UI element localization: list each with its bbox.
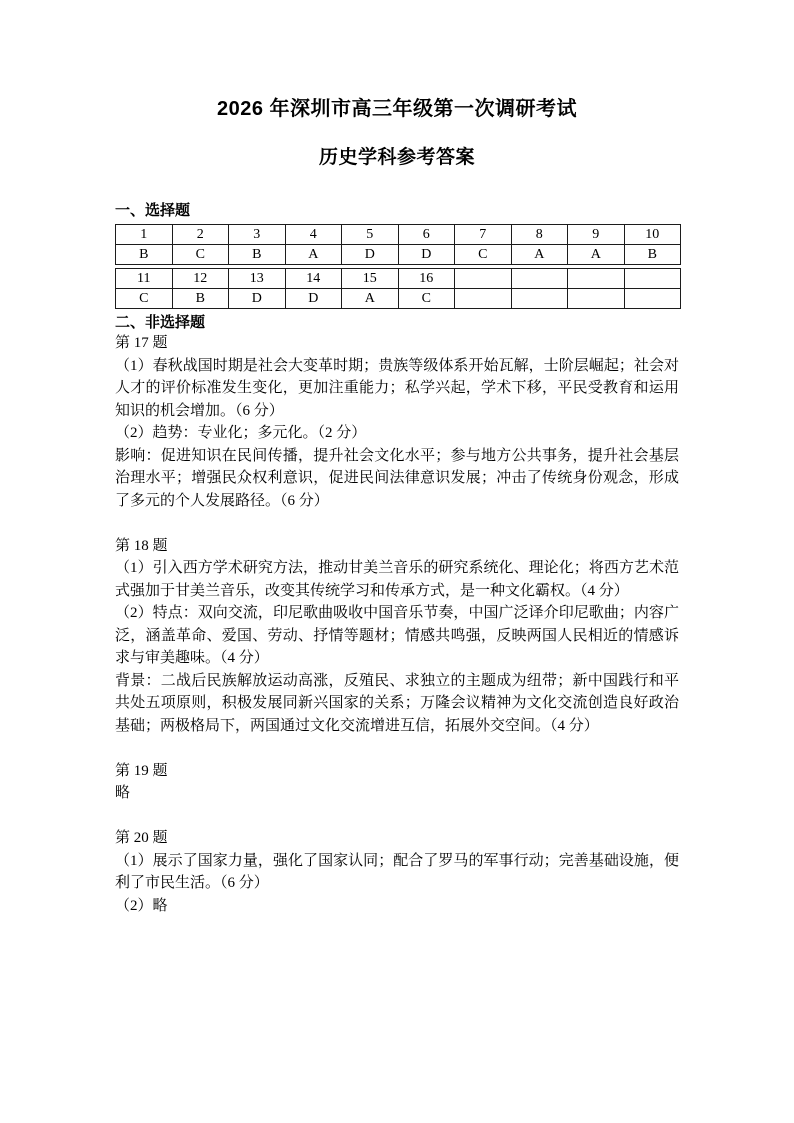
answer-paragraph: （1）春秋战国时期是社会大变革时期；贵族等级体系开始瓦解，士阶层崛起；社会对人才的评价标准发生变化，更加注重能力；私学兴起，学术下移，平民受教育和运用知识的机会增加。（6 分）	[115, 357, 679, 419]
answer-cell	[624, 289, 681, 309]
answer-paragraph: （2）趋势：专业化；多元化。（2 分）	[115, 425, 367, 441]
question-label: 第 20 题	[115, 830, 168, 846]
question-18	[115, 535, 679, 738]
question-number-cell	[624, 269, 681, 289]
answer-key-subtitle: 历史学科参考答案	[318, 147, 475, 168]
question-20	[115, 827, 679, 917]
exam-title: 2026 年深圳市高三年级第一次调研考试	[216, 98, 578, 120]
question-number-cell: 10	[624, 225, 681, 245]
question-number-cell	[455, 269, 512, 289]
free-response-body	[115, 332, 679, 917]
answer-cell: C	[172, 245, 229, 265]
question-number-cell: 3	[229, 225, 286, 245]
question-number-cell	[568, 269, 625, 289]
table-row-answers	[116, 289, 681, 309]
question-number-cell: 2	[172, 225, 229, 245]
answer-paragraph: 影响：促进知识在民间传播，提升社会文化水平；参与地方公共事务，提升社会基层治理水平；增强民众权利意识，促进民间法律意识发展；冲击了传统身份观念，形成了多元的个人发展路径。（6 分）	[115, 447, 679, 509]
question-number-cell: 11	[116, 269, 173, 289]
question-number-cell: 12	[172, 269, 229, 289]
question-number-cell: 5	[342, 225, 399, 245]
question-number-cell: 1	[116, 225, 173, 245]
answer-paragraph: （1）展示了国家力量，强化了国家认同；配合了罗马的军事行动；完善基础设施，便利了市民生活。（6 分）	[115, 852, 679, 891]
question-number-cell	[511, 269, 568, 289]
answer-table-questions-1-10	[115, 224, 681, 265]
section-heading-multiple-choice: 一、选择题	[115, 202, 191, 219]
answer-cell: A	[511, 245, 568, 265]
answer-cell: C	[116, 289, 173, 309]
answer-cell: B	[116, 245, 173, 265]
question-number-cell: 8	[511, 225, 568, 245]
answer-cell	[455, 289, 512, 309]
table-row-question-numbers	[116, 269, 681, 289]
answer-cell	[511, 289, 568, 309]
answer-cell: D	[342, 245, 399, 265]
question-number-cell: 4	[285, 225, 342, 245]
answer-paragraph: （2）特点：双向交流，印尼歌曲吸收中国音乐节奏，中国广泛译介印尼歌曲；内容广泛，涵盖革命、爱国、劳动、抒情等题材；情感共鸣强，反映两国人民相近的情感诉求与审美趣味。（4 分）	[115, 605, 679, 666]
answer-cell: A	[568, 245, 625, 265]
question-number-cell: 16	[398, 269, 455, 289]
question-number-cell: 6	[398, 225, 455, 245]
answer-cell: B	[172, 289, 229, 309]
question-number-cell: 15	[342, 269, 399, 289]
question-label: 第 17 题	[115, 335, 168, 351]
section-heading-free-response: 二、非选择题	[115, 314, 206, 331]
answer-paragraph: （2）略	[115, 897, 168, 914]
question-number-cell: 13	[229, 269, 286, 289]
question-17	[115, 332, 679, 512]
answer-cell: C	[398, 289, 455, 309]
answer-cell: B	[229, 245, 286, 265]
question-label: 第 19 题	[115, 762, 168, 779]
answer-cell: C	[455, 245, 512, 265]
question-number-cell: 7	[455, 225, 512, 245]
answer-cell: A	[342, 289, 399, 309]
answer-cell	[568, 289, 625, 309]
question-19	[115, 760, 679, 805]
answer-paragraph: 略	[115, 785, 131, 801]
table-row-answers	[116, 245, 681, 265]
answer-cell: D	[229, 289, 286, 309]
question-label: 第 18 题	[115, 537, 168, 554]
answer-cell: A	[285, 245, 342, 265]
question-number-cell: 14	[285, 269, 342, 289]
table-row-question-numbers	[116, 225, 681, 245]
answer-cell: D	[398, 245, 455, 265]
answer-cell: D	[285, 289, 342, 309]
answer-table-questions-11-16	[115, 268, 681, 309]
question-number-cell: 9	[568, 225, 625, 245]
answer-paragraph: 背景：二战后民族解放运动高涨，反殖民、求独立的主题成为纽带；新中国践行和平共处五项原则，积极发展同新兴国家的关系；万隆会议精神为文化交流创造良好政治基础；两极格局下，两国通过文化交流增进互信，拓展外交空间。（4 分）	[115, 672, 679, 734]
answer-cell: B	[624, 245, 681, 265]
answer-paragraph: （1）引入西方学术研究方法，推动甘美兰音乐的研究系统化、理论化；将西方艺术范式强加于甘美兰音乐，改变其传统学习和传承方式，是一种文化霸权。（4 分）	[115, 560, 679, 599]
